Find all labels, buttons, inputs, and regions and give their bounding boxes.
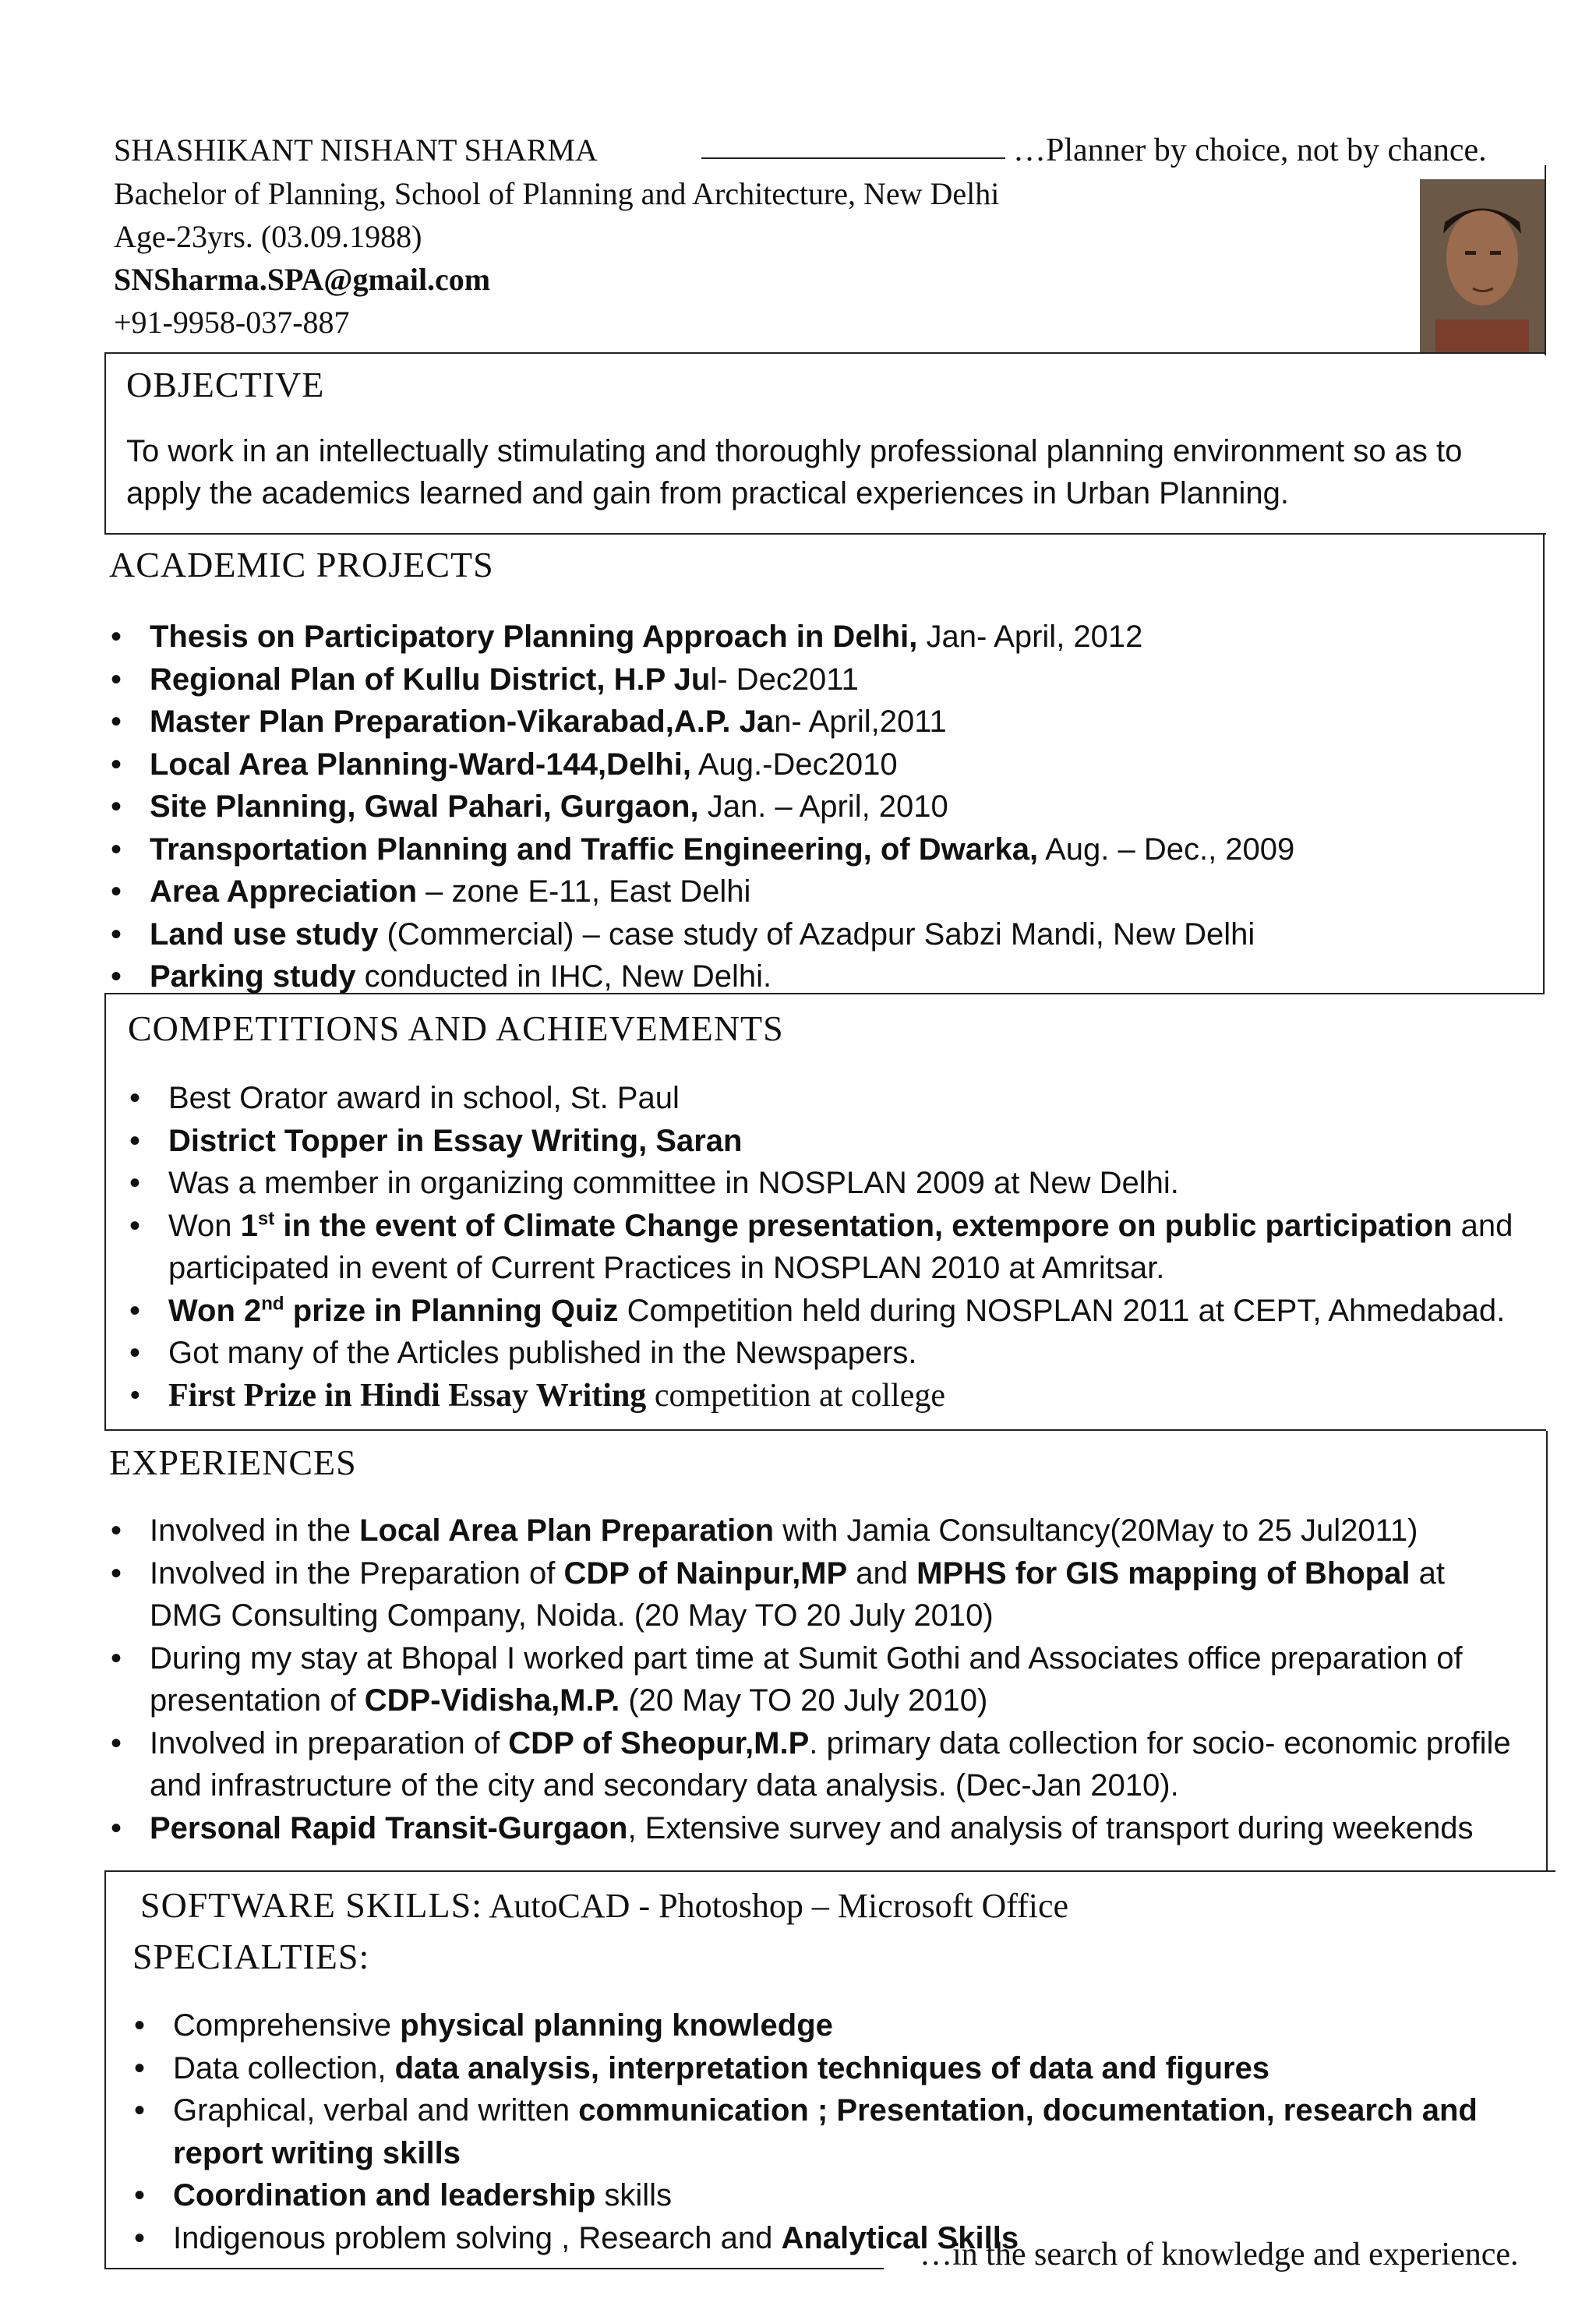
academic-right-rule — [1543, 535, 1545, 993]
degree-line: Bachelor of Planning, School of Planning and Architecture, New Delhi — [114, 176, 1000, 211]
software-skills-label: SOFTWARE SKILLS: — [140, 1885, 482, 1925]
email-line[interactable]: SNSharma.SPA@gmail.com — [114, 262, 491, 297]
list-item: • Got many of the Articles published in the Newspapers. — [126, 1332, 1537, 1375]
objective-bottom-rule — [104, 533, 1546, 535]
software-skills-line — [140, 1884, 1068, 1926]
specialties-left-rule — [104, 1872, 106, 2268]
list-item: • Area Appreciation – zone E-11, East Delhi — [108, 870, 1526, 913]
list-item: • Graphical, verbal and written communication ; Presentation, documentation, research and report writing skills — [131, 2089, 1518, 2174]
footer-tagline: …in the search of knowledge and experience. — [920, 2237, 1519, 2272]
list-item: • Won 2nd prize in Planning Quiz Competition held during NOSPLAN 2011 at CEPT, Ahmedabad. — [126, 1290, 1537, 1333]
list-item: • Personal Rapid Transit-Gurgaon, Extensive survey and analysis of transport during weekends — [108, 1807, 1526, 1850]
candidate-name: SHASHIKANT NISHANT SHARMA — [114, 132, 598, 168]
phone-line: +91-9958-037-887 — [114, 305, 350, 340]
list-item: • Regional Plan of Kullu District, H.P Jul- Dec2011 — [108, 659, 1526, 701]
list-item: • Transportation Planning and Traffic Engineering, of Dwarka, Aug. – Dec., 2009 — [108, 828, 1526, 871]
profile-photo — [1420, 179, 1545, 352]
list-item: • Involved in preparation of CDP of Sheopur,M.P. primary data collection for socio- economic profile and infrastructure of the city and secondary data analysis. (Dec-Jan 2010). — [108, 1722, 1526, 1807]
experiences-right-rule — [1546, 1431, 1548, 1870]
list-item: • Parking study conducted in IHC, New Delhi. — [108, 955, 1526, 998]
list-item: • Was a member in organizing committee in NOSPLAN 2009 at New Delhi. — [126, 1162, 1537, 1205]
face-icon — [1420, 179, 1545, 352]
experiences-heading: EXPERIENCES — [109, 1443, 357, 1482]
photo-side-rule — [1545, 165, 1546, 355]
software-skills-value: AutoCAD - Photoshop – Microsoft Office — [482, 1887, 1069, 1925]
list-item: • Master Plan Preparation-Vikarabad,A.P. Jan- April,2011 — [108, 701, 1526, 743]
list-item: • District Topper in Essay Writing, Saran — [126, 1120, 1537, 1163]
list-item: • Best Orator award in school, St. Paul — [126, 1077, 1537, 1120]
experiences-list — [108, 1510, 1526, 1849]
header-rule — [701, 157, 1005, 159]
age-line: Age-23yrs. (03.09.1988) — [114, 219, 422, 254]
list-item: • Thesis on Participatory Planning Approach in Delhi, Jan- April, 2012 — [108, 616, 1526, 659]
list-item: • Involved in the Preparation of CDP of Nainpur,MP and MPHS for GIS mapping of Bhopal at DMG Consulting Company, Noida. (20 May TO 20 July 2010) — [108, 1552, 1526, 1637]
academic-heading: ACADEMIC PROJECTS — [109, 545, 494, 584]
objective-left-rule — [104, 352, 106, 533]
list-item: • Indigenous problem solving , Research and Analytical Skills — [131, 2217, 1518, 2260]
academic-list — [108, 616, 1526, 998]
list-item: • Comprehensive physical planning knowledge — [131, 2004, 1518, 2047]
list-item: • During my stay at Bhopal I worked part time at Sumit Gothi and Associates office preparation of presentation of CDP-Vidisha,M.P. (20 May TO 20 July 2010) — [108, 1637, 1526, 1722]
objective-text: To work in an intellectually stimulating and thoroughly professional planning environment so as to apply the academics learned and gain from practical experiences in Urban Planning. — [126, 434, 1463, 510]
list-item: • Coordination and leadership skills — [131, 2174, 1518, 2217]
list-item: • Local Area Planning-Ward-144,Delhi, Aug.-Dec2010 — [108, 743, 1526, 786]
list-item: • Involved in the Local Area Plan Preparation with Jamia Consultancy(20May to 25 Jul2011) — [108, 1510, 1526, 1552]
objective-top-rule — [104, 352, 1546, 354]
specialties-heading: SPECIALTIES: — [132, 1937, 370, 1976]
list-item: • Won 1st in the event of Climate Change presentation, extempore on public participation and participated in event of Current Practices in NOSPLAN 2010 at Amritsar. — [126, 1205, 1537, 1290]
experiences-bottom-rule — [104, 1870, 1555, 1872]
competitions-bottom-rule — [104, 1429, 1546, 1431]
competitions-left-rule — [104, 994, 106, 1429]
header-tagline: …Planner by choice, not by chance. — [1013, 132, 1487, 168]
competitions-list — [126, 1077, 1537, 1417]
list-item: • Site Planning, Gwal Pahari, Gurgaon, Jan. – April, 2010 — [108, 786, 1526, 828]
specialties-bottom-rule — [104, 2268, 884, 2269]
specialties-list — [131, 2004, 1518, 2259]
competitions-heading: COMPETITIONS AND ACHIEVEMENTS — [128, 1008, 784, 1048]
list-item: • Data collection, data analysis, interpretation techniques of data and figures — [131, 2047, 1518, 2090]
list-item: • Land use study (Commercial) – case study of Azadpur Sabzi Mandi, New Delhi — [108, 913, 1526, 956]
list-item: • First Prize in Hindi Essay Writing competition at college — [126, 1375, 1537, 1418]
objective-heading: OBJECTIVE — [126, 365, 325, 404]
